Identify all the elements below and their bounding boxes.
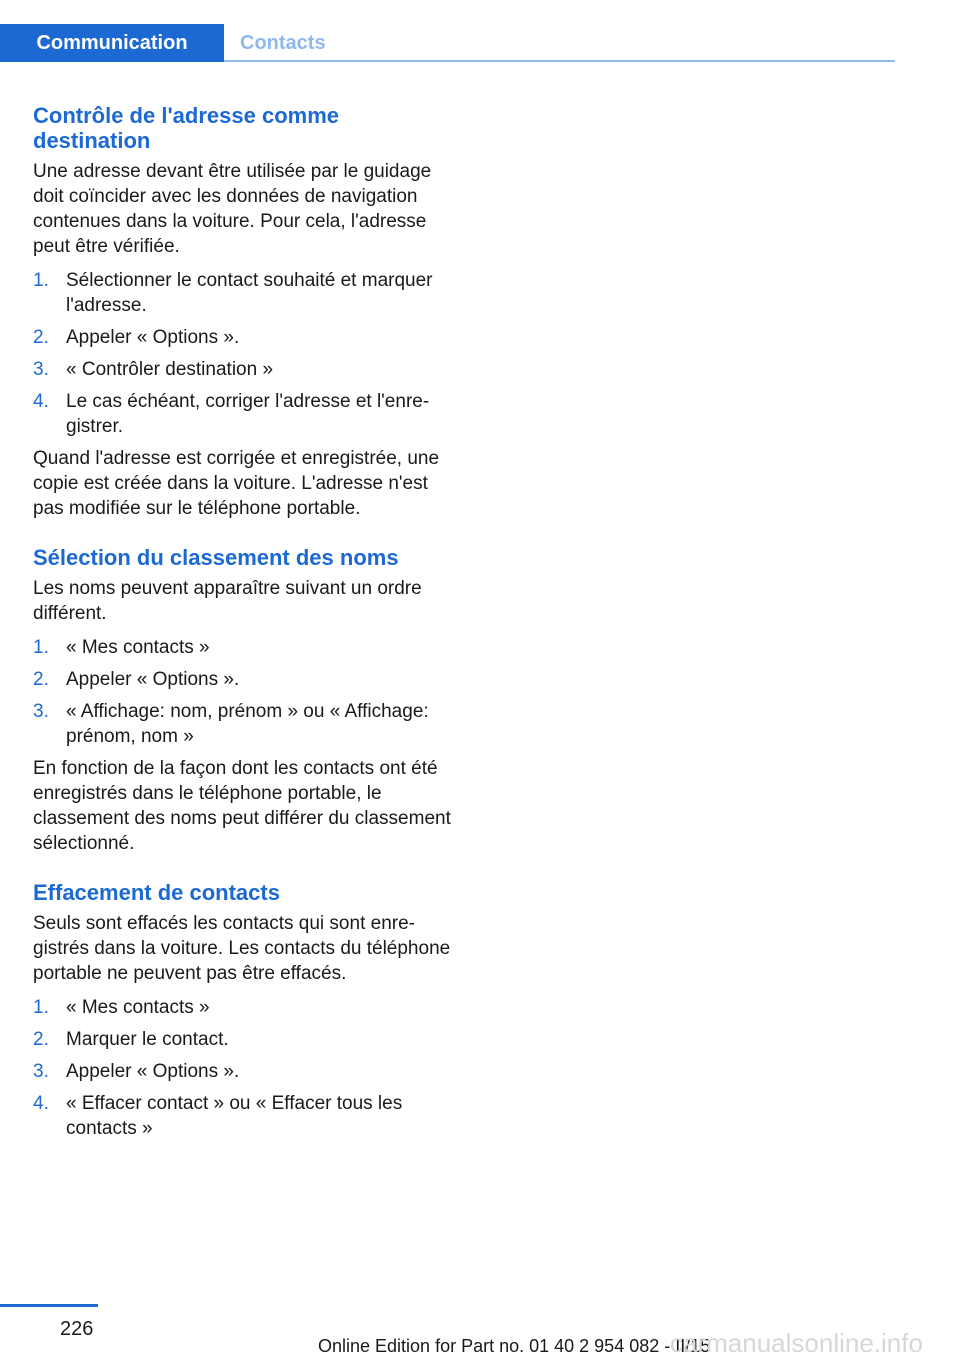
list-item: 1. « Mes contacts » [33,637,210,658]
step-list [33,635,453,749]
list-item: 3. « Affichage: nom, prénom » ou « Affichage: prénom, nom » [33,701,429,747]
section-title: Contrôle de l'adresse comme destination [33,103,340,153]
list-item: 2. Marquer le contact. [33,1029,229,1050]
section-delete-contacts [33,880,453,1141]
step-number: 2. [33,327,49,348]
step-list [33,268,453,439]
list-item: 1. Sélectionner le contact souhaité et marquer l'adresse. [33,270,433,316]
step-number: 1. [33,270,49,291]
list-item: 2. Appeler « Options ». [33,669,240,690]
step-number: 3. [33,1061,49,1082]
section-intro: Seuls sont effacés les contacts qui sont enregistrés dans la voiture. Les contacts du téléphone portable ne peuvent pas être effacés. [33,913,451,984]
section-outro: Quand l'adresse est corrigée et enregistrée, une copie est créée dans la voiture. L'adresse n'est pas modifiée sur le téléphone portable. [33,448,440,519]
list-item: 2. Appeler « Options ». [33,327,240,348]
section-address-check [33,103,453,521]
page-content [33,103,453,1148]
section-title: Sélection du classement des noms [33,545,399,570]
chapter-header [0,24,895,62]
step-number: 2. [33,669,49,690]
section-intro: Une adresse devant être utilisée par le guidage doit coïncider avec les données de navigation contenues dans la voiture. Pour cela, l'adresse peut être vérifiée. [33,161,432,257]
step-number: 2. [33,1029,49,1050]
section-outro: En fonction de la façon dont les contacts ont été enregistrés dans le téléphone portable, le classement des noms peut différer du classement sélectionné. [33,758,451,854]
step-number: 4. [33,1093,49,1114]
step-number: 4. [33,391,49,412]
tab-contacts: Contacts [240,31,326,54]
step-number: 1. [33,997,49,1018]
watermark: carmanualsonline.info [670,1328,923,1358]
header-rule [224,60,895,62]
section-name-order [33,545,453,856]
step-number: 1. [33,637,49,658]
step-number: 3. [33,701,49,722]
tab-communication: Communication [0,24,224,62]
section-title: Effacement de contacts [33,880,280,905]
list-item: 1. « Mes contacts » [33,997,210,1018]
list-item: 3. Appeler « Options ». [33,1061,240,1082]
list-item: 4. « Effacer contact » ou « Effacer tous les contacts » [33,1093,403,1139]
step-list [33,995,453,1141]
page-number: 226 [60,1318,94,1340]
footer-rule [0,1304,98,1307]
section-intro: Les noms peuvent apparaître suivant un ordre différent. [33,578,422,624]
edition-note: Online Edition for Part no. 01 40 2 954 082 - II/15 [318,1336,711,1356]
list-item: 4. Le cas échéant, corriger l'adresse et l'enregistrer. [33,391,430,437]
list-item: 3. « Contrôler destination » [33,359,274,380]
step-number: 3. [33,359,49,380]
